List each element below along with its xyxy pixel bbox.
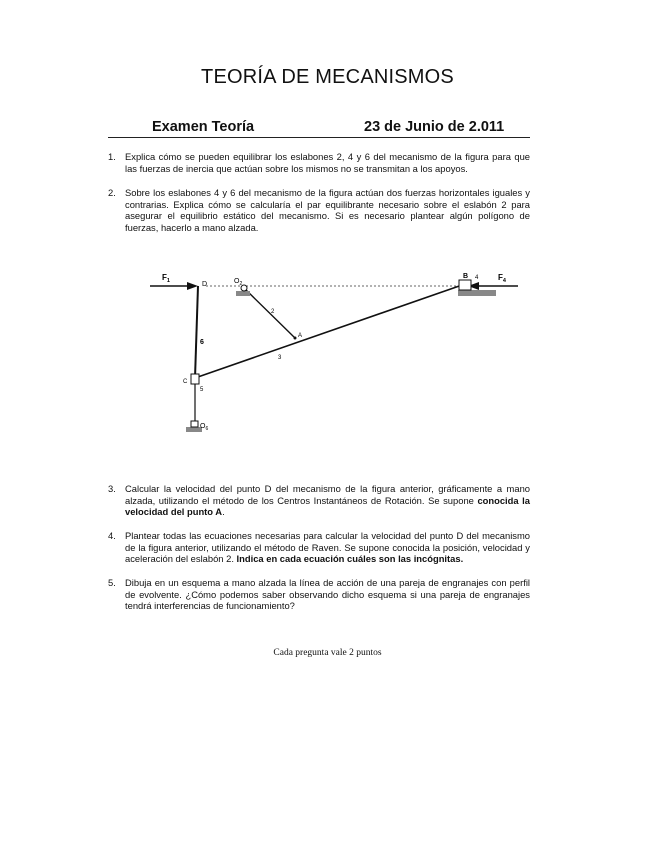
page-title: TEORÍA DE MECANISMOS — [201, 66, 454, 88]
ground-b — [458, 290, 496, 296]
question-text: Sobre los eslabones 4 y 6 del mecanismo de la figura actúan dos fuerzas horizontales iguales y contrarias. Explica cómo se calcularía el par equilibrante necesario sobre el eslabón 2 para asegurar el equilibrio estático del mecanismo. Si es necesario plantear algún polígono de fuerzas, hacerlo a mano alzada. — [125, 187, 530, 233]
label-b: B — [463, 273, 469, 280]
slider-c — [191, 374, 199, 384]
label-o2: $O_2$ — [234, 278, 243, 287]
label-f1: $F_1$ — [162, 273, 170, 284]
label-link-5: 5 — [200, 387, 204, 393]
mechanism-figure — [140, 258, 530, 438]
question-text: Calcular la velocidad del punto D del mecanismo de la figura anterior, gráficamente a mano alzada, utilizando el método de los Centros Instantáneos de Rotación. Se supone conocida la velocidad del punto A. — [125, 483, 530, 517]
question-text: Dibuja en un esquema a mano alzada la línea de acción de una pareja de engranajes con perfil de evolvente. ¿Cómo podemos saber observando dicho esquema si una pareja de engranajes tendrá interferencias de funcionamiento? — [125, 577, 530, 611]
question-bold: conocida la velocidad del punto A — [125, 494, 530, 517]
question-number: 4. — [108, 530, 116, 541]
joint-a — [294, 337, 297, 340]
label-f4: $F_4$ — [498, 273, 506, 284]
question-number: 1. — [108, 151, 116, 162]
question-bold: Indica en cada ecuación cuáles son las incógnitas. — [236, 553, 464, 564]
question-number: 2. — [108, 187, 116, 198]
ground-o2 — [236, 291, 250, 296]
label-c: C — [183, 379, 188, 385]
label-link-2: 2 — [271, 309, 275, 315]
link-2 — [244, 288, 295, 338]
exam-name: Examen Teoría — [152, 119, 255, 135]
question-text: Explica cómo se pueden equilibrar los eslabones 2, 4 y 6 del mecanismo de la figura para que las fuerzas de inercia que actúan sobre los mismos no se transmitan a los apoyos. — [125, 151, 530, 174]
label-link-3: 3 — [278, 355, 282, 361]
label-link-4: 4 — [475, 275, 479, 281]
question-number: 5. — [108, 577, 116, 588]
footer-note: Cada pregunta vale 2 puntos — [273, 648, 382, 658]
question-text: Plantear todas las ecuaciones necesarias para calcular la velocidad del punto D del mecanismo de la figura anterior, utilizando el método de Raven. Se supone conocida la posición, velocidad y aceleración del eslabón 2. Indica en cada ecuación cuáles son las incógnitas. — [125, 530, 530, 564]
link-3 — [195, 284, 465, 378]
label-o6: $O_6$ — [200, 423, 209, 432]
question-number: 3. — [108, 483, 116, 494]
label-a: A — [298, 333, 303, 339]
label-link-6: 6 — [200, 339, 204, 346]
exam-date: 23 de Junio de 2.011 — [364, 119, 505, 135]
force-arrowhead-left — [187, 282, 198, 290]
pivot-o6 — [191, 421, 198, 427]
slider-b — [459, 280, 471, 290]
exam-header — [108, 119, 530, 138]
label-d: D — [202, 281, 208, 288]
link-6 — [195, 286, 198, 378]
